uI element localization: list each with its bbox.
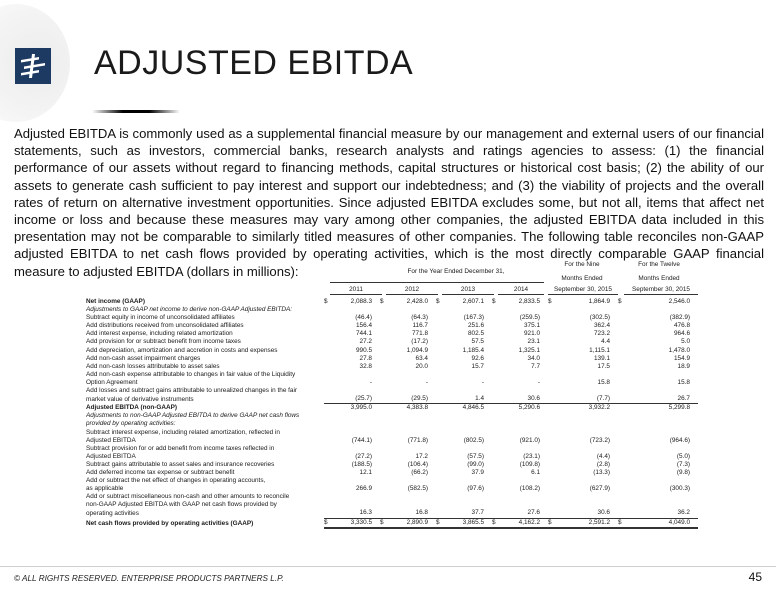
value-cell: (627.9) [589, 485, 610, 493]
value-cell: 3,995.0 [350, 404, 372, 412]
header-nine-line2: Months Ended [561, 275, 603, 282]
value-cell: 27.2 [359, 338, 372, 346]
value-cell [554, 412, 618, 420]
value-cell [498, 420, 548, 428]
value-cell: 251.6 [468, 322, 484, 330]
value-cell: 57.5 [471, 338, 484, 346]
value-cell: (921.0) [519, 436, 540, 444]
value-cell [386, 306, 436, 314]
value-cell: 23.1 [527, 338, 540, 346]
row-label: Subtract interest expense, including related amortization, reflected in [86, 428, 280, 436]
col-header-2014: 2014 [498, 286, 544, 295]
value-cell [624, 429, 698, 437]
row-label: provided by operating activities: [86, 420, 176, 428]
value-cell [386, 429, 436, 437]
value-cell: (29.5) [386, 395, 436, 404]
reconciliation-table-area [86, 261, 698, 529]
value-cell: 27.8 [359, 354, 372, 362]
value-cell [624, 371, 698, 379]
value-cell: (108.2) [519, 485, 540, 493]
value-cell: 18.9 [677, 362, 690, 370]
value-cell [624, 501, 698, 509]
value-cell [330, 477, 380, 485]
value-cell: 744.1 [356, 330, 372, 338]
value-cell: 17.5 [597, 362, 610, 370]
value-cell: 2,088.3 [350, 298, 372, 305]
value-cell: 156.4 [356, 322, 372, 330]
value-cell: 4.4 [601, 338, 610, 346]
value-cell [624, 493, 698, 501]
value-cell: 4,049.0 [624, 518, 698, 528]
footer-copyright: © ALL RIGHTS RESERVED. ENTERPRISE PRODUCTS PARTNERS L.P. [14, 574, 284, 583]
value-cell: 1,478.0 [668, 346, 690, 354]
value-cell [498, 412, 548, 420]
value-cell [330, 501, 380, 509]
table-row [86, 461, 698, 469]
value-cell: (64.3) [411, 314, 428, 322]
value-cell: 476.8 [674, 322, 690, 330]
row-label: Option Agreement [86, 378, 138, 386]
value-cell: 1,325.1 [518, 346, 540, 354]
row-label: as applicable [86, 485, 124, 493]
page-number: 45 [748, 570, 762, 584]
currency-cell: $ [436, 298, 440, 305]
value-cell: 15.8 [597, 378, 610, 386]
value-cell: 964.6 [674, 330, 690, 338]
value-cell: 723.2 [594, 330, 610, 338]
row-label: Add or subtract the net effect of changes in operating accounts, [86, 477, 266, 485]
col-header-nine-months: September 30, 2015 [548, 286, 618, 295]
reconciliation-table [86, 298, 698, 529]
value-cell: 154.9 [674, 354, 690, 362]
value-cell: (7.3) [676, 460, 690, 468]
value-cell [386, 371, 436, 379]
table-row [86, 509, 698, 518]
value-cell: 1,185.4 [462, 346, 484, 354]
value-cell [624, 412, 698, 420]
table-row [86, 453, 698, 461]
value-cell [498, 493, 548, 501]
value-cell: 1,864.9 [588, 298, 610, 305]
value-cell: 2,833.5 [518, 298, 540, 305]
enterprise-products-logo-icon [15, 48, 51, 84]
title-underline-divider [92, 110, 180, 113]
value-cell: 26.7 [624, 395, 698, 404]
value-cell: 375.1 [524, 322, 540, 330]
value-cell: (771.8) [407, 436, 428, 444]
table-row [86, 306, 698, 314]
value-cell [554, 420, 618, 428]
value-cell: (744.1) [351, 436, 372, 444]
value-cell [554, 387, 618, 395]
row-label: Add interest expense, including related amortization [86, 330, 233, 338]
value-cell [554, 501, 618, 509]
row-label: Add losses and subtract gains attributable to unrealized changes in the fair [86, 387, 298, 395]
value-cell [498, 477, 548, 485]
value-cell: (99.0) [467, 460, 484, 468]
value-cell [624, 477, 698, 485]
value-cell: (964.6) [669, 436, 690, 444]
value-cell: 4,162.2 [498, 518, 548, 528]
table-row [86, 445, 698, 453]
row-label: Add deferred income tax expense or subtract benefit [86, 468, 235, 476]
currency-cell: $ [380, 298, 384, 305]
row-label: Add depreciation, amortization and accretion in costs and expenses [86, 346, 278, 354]
value-cell: 37.7 [442, 509, 492, 518]
value-cell: 92.6 [471, 354, 484, 362]
row-label: Add or subtract miscellaneous non-cash and other amounts to reconcile [86, 493, 290, 501]
value-cell: 2,546.0 [668, 298, 690, 305]
table-row [86, 518, 698, 528]
value-cell [624, 387, 698, 395]
header-group-year-rule [330, 274, 544, 283]
value-cell: (167.3) [463, 314, 484, 322]
value-cell: (2.8) [596, 460, 610, 468]
value-cell: 771.8 [412, 330, 428, 338]
value-cell [330, 493, 380, 501]
table-row [86, 404, 698, 413]
table-row [86, 412, 698, 420]
currency-cell: $ [548, 518, 554, 528]
value-cell [386, 420, 436, 428]
value-cell [442, 420, 492, 428]
value-cell [498, 501, 548, 509]
value-cell [442, 445, 492, 453]
value-cell: 3,330.5 [330, 518, 380, 528]
table-row [86, 330, 698, 338]
value-cell: (382.9) [669, 314, 690, 322]
value-cell: 990.5 [356, 346, 372, 354]
value-cell [498, 387, 548, 395]
row-label: market value of derivative instruments [86, 395, 194, 403]
value-cell: 36.2 [624, 509, 698, 518]
row-label: Subtract provision for or add benefit from income taxes reflected in [86, 444, 275, 452]
row-label: Adjustments to non-GAAP Adjusted EBITDA to derive GAAP net cash flows [86, 412, 300, 420]
value-cell: 12.1 [359, 468, 372, 476]
currency-cell: $ [548, 298, 552, 305]
value-cell [554, 493, 618, 501]
value-cell: (97.6) [467, 485, 484, 493]
table-row [86, 437, 698, 445]
value-cell: 266.9 [356, 485, 372, 493]
row-label: Add non-cash expense attributable to changes in fair value of the Liquidity [86, 370, 296, 378]
value-cell: 32.8 [359, 362, 372, 370]
value-cell [386, 477, 436, 485]
value-cell: (109.8) [519, 460, 540, 468]
currency-cell: $ [436, 518, 442, 528]
logo-area [0, 4, 74, 122]
col-header-twelve-months: September 30, 2015 [624, 286, 698, 295]
value-cell: 802.5 [468, 330, 484, 338]
value-cell: 2,428.0 [406, 298, 428, 305]
currency-cell: $ [618, 298, 622, 305]
value-cell [442, 501, 492, 509]
table-row [86, 322, 698, 330]
row-label: Add non-cash losses attributable to asset sales [86, 362, 220, 370]
value-cell: (5.0) [676, 452, 690, 460]
value-cell [554, 477, 618, 485]
value-cell: - [425, 378, 428, 386]
value-cell: 1.4 [442, 395, 492, 404]
value-cell: (46.4) [355, 314, 372, 322]
value-cell: 2,607.1 [462, 298, 484, 305]
value-cell: 30.6 [554, 509, 618, 518]
value-cell: 27.6 [498, 509, 548, 518]
col-header-2013: 2013 [442, 286, 494, 295]
table-row [86, 420, 698, 428]
value-cell: 37.9 [471, 468, 484, 476]
currency-cell: $ [492, 298, 496, 305]
value-cell: 3,865.5 [442, 518, 492, 528]
value-cell [498, 429, 548, 437]
value-cell: 5.0 [681, 338, 690, 346]
table-row [86, 477, 698, 485]
page-title: ADJUSTED EBITDA [94, 44, 414, 82]
value-cell: - [481, 378, 484, 386]
row-label: Adjusted EBITDA [86, 436, 136, 444]
row-label: Add non-cash asset impairment charges [86, 354, 201, 362]
value-cell: (27.2) [355, 452, 372, 460]
value-cell [330, 412, 380, 420]
row-label: Adjusted EBITDA [86, 452, 136, 460]
value-cell [330, 306, 380, 314]
intro-paragraph: Adjusted EBITDA is commonly used as a supplemental financial measure by our management and external users of our financial statements, such as investors, commercial banks, research analysts and ratings agencies to assess: (1) the financial performance of our assets without regard to financing methods, capital structures or historical cost basis; (2) the ability of our assets to generate cash sufficient to pay interest and support our indebtedness; and (3) the viability of projects and the overall rates of return on alternative investment opportunities. Since adjusted EBITDA excludes some, but not all, items that affect net income or loss and because these measures may vary among other companies, the adjusted EBITDA data included in this presentation may not be comparable to similarly titled measures of other companies. The following table reconciles non-GAAP adjusted EBITDA to net cash flows provided by operating activities, which is the most directly comparable GAAP financial measure to adjusted EBITDA (dollars in millions): [14, 126, 764, 279]
value-cell: 20.0 [415, 362, 428, 370]
value-cell: 4,383.8 [406, 404, 428, 412]
value-cell: 2,591.2 [554, 518, 618, 528]
row-label: Add distributions received from unconsolidated affiliates [86, 322, 244, 330]
value-cell: 7.7 [531, 362, 540, 370]
value-cell [554, 445, 618, 453]
table-row [86, 347, 698, 355]
value-cell: 3,932.2 [588, 404, 610, 412]
table-row [86, 363, 698, 371]
value-cell: (723.2) [589, 436, 610, 444]
value-cell: (7.7) [554, 395, 618, 404]
value-cell [498, 445, 548, 453]
row-label: operating activities [86, 509, 139, 517]
value-cell: 5,299.8 [668, 404, 690, 412]
value-cell: 921.0 [524, 330, 540, 338]
value-cell: 116.7 [412, 322, 428, 330]
value-cell: (66.2) [411, 468, 428, 476]
table-row [86, 371, 698, 379]
value-cell [386, 501, 436, 509]
row-label: Adjusted EBITDA (non-GAAP) [86, 404, 177, 412]
value-cell [624, 445, 698, 453]
header-group-year: For the Year Ended December 31, [407, 268, 505, 275]
value-cell: 139.1 [594, 354, 610, 362]
value-cell [330, 387, 380, 395]
value-cell: (582.5) [407, 485, 428, 493]
value-cell: 17.2 [415, 452, 428, 460]
value-cell [330, 445, 380, 453]
value-cell [330, 420, 380, 428]
table-row [86, 469, 698, 477]
table-row [86, 493, 698, 501]
value-cell: - [537, 378, 540, 386]
value-cell [442, 387, 492, 395]
table-row [86, 395, 698, 404]
value-cell: 362.4 [594, 322, 610, 330]
table-row [86, 355, 698, 363]
row-label: Add provision for or subtract benefit from income taxes [86, 338, 241, 346]
value-cell: 15.8 [677, 378, 690, 386]
value-cell: (57.5) [467, 452, 484, 460]
table-row [86, 485, 698, 493]
table-row [86, 429, 698, 437]
table-row [86, 387, 698, 395]
header-nine-line1: For the Nine [564, 261, 600, 268]
value-cell [442, 429, 492, 437]
row-label: Net cash flows provided by operating activities (GAAP) [86, 519, 254, 527]
value-cell: (259.5) [519, 314, 540, 322]
value-cell [386, 445, 436, 453]
currency-cell: $ [324, 518, 330, 528]
value-cell [442, 306, 492, 314]
value-cell: (802.5) [463, 436, 484, 444]
row-label: Adjustments to GAAP net income to derive non-GAAP Adjusted EBITDA: [86, 306, 293, 314]
value-cell: 1,094.9 [406, 346, 428, 354]
currency-cell: $ [618, 518, 624, 528]
value-cell: - [369, 378, 372, 386]
col-header-2012: 2012 [386, 286, 438, 295]
value-cell: 2,890.9 [386, 518, 436, 528]
value-cell: (302.5) [589, 314, 610, 322]
table-row [86, 379, 698, 387]
value-cell [554, 371, 618, 379]
col-header-2011: 2011 [330, 286, 382, 295]
value-cell [624, 420, 698, 428]
table-row [86, 338, 698, 346]
value-cell: 6.1 [531, 468, 540, 476]
value-cell [330, 371, 380, 379]
row-label: Subtract gains attributable to asset sales and insurance recoveries [86, 460, 275, 468]
value-cell [330, 429, 380, 437]
value-cell: (17.2) [411, 338, 428, 346]
value-cell: (4.4) [596, 452, 610, 460]
value-cell [624, 306, 698, 314]
value-cell [498, 306, 548, 314]
value-cell: 5,290.6 [518, 404, 540, 412]
value-cell: (106.4) [407, 460, 428, 468]
currency-cell: $ [380, 518, 386, 528]
value-cell: 30.6 [498, 395, 548, 404]
value-cell: 34.0 [527, 354, 540, 362]
value-cell [386, 412, 436, 420]
value-cell: 4,846.5 [462, 404, 484, 412]
value-cell: 1,115.1 [589, 346, 610, 354]
table-row [86, 501, 698, 509]
row-label: Net income (GAAP) [86, 298, 145, 305]
value-cell [442, 412, 492, 420]
value-cell [386, 493, 436, 501]
row-label: Subtract equity in income of unconsolidated affiliates [86, 314, 235, 322]
value-cell: 16.8 [386, 509, 436, 518]
value-cell: (9.8) [676, 468, 690, 476]
value-cell [442, 493, 492, 501]
value-cell: 63.4 [415, 354, 428, 362]
currency-cell: $ [492, 518, 498, 528]
value-cell: (300.3) [669, 485, 690, 493]
value-cell: 15.7 [471, 362, 484, 370]
row-label: non-GAAP Adjusted EBITDA with GAAP net cash flows provided by [86, 501, 277, 509]
header-twelve-line1: For the Twelve [638, 261, 680, 268]
value-cell: (23.1) [523, 452, 540, 460]
value-cell: (13.3) [593, 468, 610, 476]
value-cell [442, 477, 492, 485]
value-cell [498, 371, 548, 379]
table-row [86, 298, 698, 306]
header-twelve-line2: Months Ended [638, 275, 680, 282]
value-cell [442, 371, 492, 379]
footer-bar [0, 566, 776, 600]
value-cell: 16.3 [330, 509, 380, 518]
value-cell [554, 429, 618, 437]
value-cell: (188.5) [351, 460, 372, 468]
table-row [86, 314, 698, 322]
value-cell [386, 387, 436, 395]
value-cell [554, 306, 618, 314]
currency-cell: $ [324, 298, 328, 305]
value-cell: (25.7) [330, 395, 380, 404]
